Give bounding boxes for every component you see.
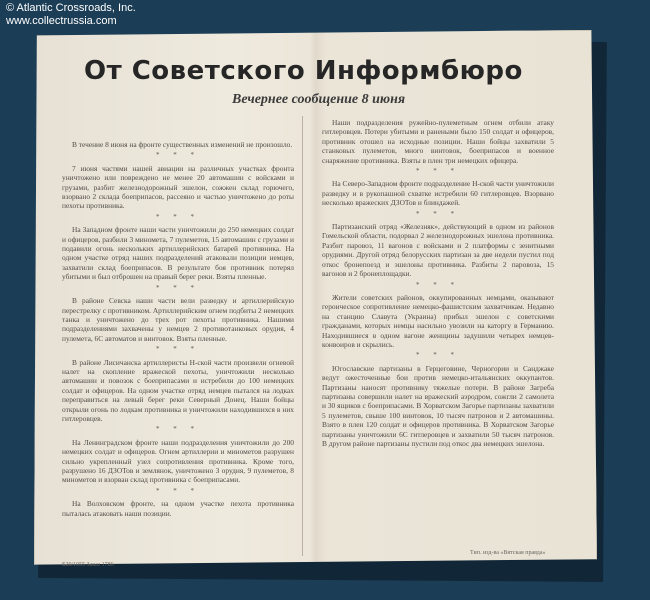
paragraph: На Волховском фронте, на одном участке пехота противника пыталась атаковать наши позиции. [62,499,294,518]
watermark-line-2: www.collectrussia.com [6,15,117,27]
section-stars: * * * [416,351,460,360]
paragraph: Партизанский отряд «Железняк», действующий в одном из районов Гомельской области, подорвал 2 железнодорожных эшелона противника. Разбит паровоз, 11 вагонов с войсками и 2 платформы с зенитными орудиями. Другой отряд белорусских партизан за две недели пустил под откос бронепоезд и эшелоны противника. Разбиты 2 паровоза, 15 вагонов и 2 бронеплощадки. [322,222,554,279]
paragraph: На Северо-Западном фронте подразделение Н-ской части уничтожили разведку и в рукопашной схватке истребили 60 гитлеровцев. Взорвано несколько вражеских ДЗОТов и блиндажей. [322,179,554,208]
section-stars: * * * [416,167,460,176]
column-divider [302,116,303,556]
section-stars: * * * [416,209,460,218]
printer-imprint: Тип. изд-ва «Вятская правда» [470,550,546,556]
section-stars: * * * [156,151,200,160]
section-stars: * * * [416,280,460,289]
paragraph: Жители советских районов, оккупированных немцами, оказывают героическое сопротивление немецко-фашистским захватчикам. Недавно на станцию Славута (Украина) прибыл эшелон с советскими гражданами, которых немцы насильно увозили на каторгу в Германию. Находившиеся в одном вагоне женщины задушили четырех немцев-конвоиров и скрылись. [322,292,554,349]
paragraph: Югославские партизаны в Герцеговине, Черногории и Санджаке ведут ожесточенные бои против немецко-итальянских оккупантов. Партизаны наносят противнику тяжелые потери. В районе Загреба партизаны совершили налет на вражеский аэродром, сожгли 2 самолета и 30 ящиков с боеприпасами. В Хорватском Загорье партизаны захватили 5 пулеметов, свыше 100 винтовок, 10 тысяч патронов и 2 автомашины. Взято в плен 120 солдат и офицеров противника. В Хорватском Загорье партизаны уничтожили 6С гитлеровцев и захватили 50 тысяч патронов. В другом районе партизаны пустили под откос два немецких эшелона. [322,363,554,448]
section-stars: * * * [156,486,200,495]
paragraph: В районе Лисичанска артиллеристы Н-ской части произвели огневой налет на скопление вражеской пехоты, уничтожили несколько автомашин и повозок с боеприпасами и истребили до 100 немецких солдат и офицеров. На одном участке отряд немцев пытался на лодках переправиться на левый берег реки Северный Донец. Наши бойцы открыли огонь по лодкам противника и уничтожили находившихся в них гитлеровцев. [62,357,294,423]
section-stars: * * * [156,345,200,354]
document-title: От Советского Информбюро [84,56,523,86]
section-stars: * * * [156,283,200,292]
section-stars: * * * [156,425,200,434]
paragraph: На Западном фронте наши части уничтожили до 250 немецких солдат и офицеров, разбили 3 миномета, 7 пулеметов, 15 автомашин с грузами и подавили огонь нескольких артиллерийских батарей противника. На одном участке отряд наших подразделений атаковали позиции немцев, захватили склад боеприпасов. В результате боя противник потерял убитыми и был отброшен на правый берег реки. Взяты пленные. [62,225,294,282]
paragraph: 7 июня частями нашей авиации на различных участках фронта уничтожено или повреждено не менее 20 автомашин с войсками и грузами, разбит железнодорожный эшелон, сожжен склад горючего, взорвано 2 склада боеприпасов, рассеяно и частью уничтожено до роты пехоты противника. [62,163,294,211]
watermark-line-1: © Atlantic Crossroads, Inc. [6,2,136,14]
right-column [322,118,554,538]
paragraph: Наши подразделения ружейно-пулеметным огнем отбили атаку гитлеровцев. Потери убитыми и ранеными было 150 солдат и офицеров, противник отошел на исходные позиции. Наши бойцы захватили 5 станковых пулеметов, много винтовок, боеприпасов и военное снаряжение противника. Взяты в плен три немецких офицера. [322,118,554,165]
section-stars: * * * [156,212,200,221]
watermark [6,2,136,28]
print-info: Б20/1055 Заказ 1786 [62,562,114,568]
left-column [62,140,294,558]
paragraph: В районе Севска наши части вели разведку и артиллерийскую перестрелку с противником. Артиллерийским огнем подбиты 2 немецких танка и уничтожено до трех рот пехоты противника. Нашими подразделениями захвачены у немцев 2 противотанковых орудия, 4 пулемета, 6С автоматов и винтовок. Взяты пленные. [62,296,294,343]
document-subtitle: Вечернее сообщение 8 июня [232,92,406,107]
paragraph: На Ленинградском фронте наши подразделения уничтожили до 200 немецких солдат и офицеров. Огнем артиллерии и минометов разрушен сильно укрепленный узел сопротивления противника. Кроме того, разрушено 16 ДЗОТов и землянок, уничтожено 3 орудия, 9 пулеметов, 8 минометов и взорван склад противника с боеприпасами. [62,437,294,485]
paragraph: В течение 8 июня на фронте существенных изменений не произошло. [72,140,293,149]
